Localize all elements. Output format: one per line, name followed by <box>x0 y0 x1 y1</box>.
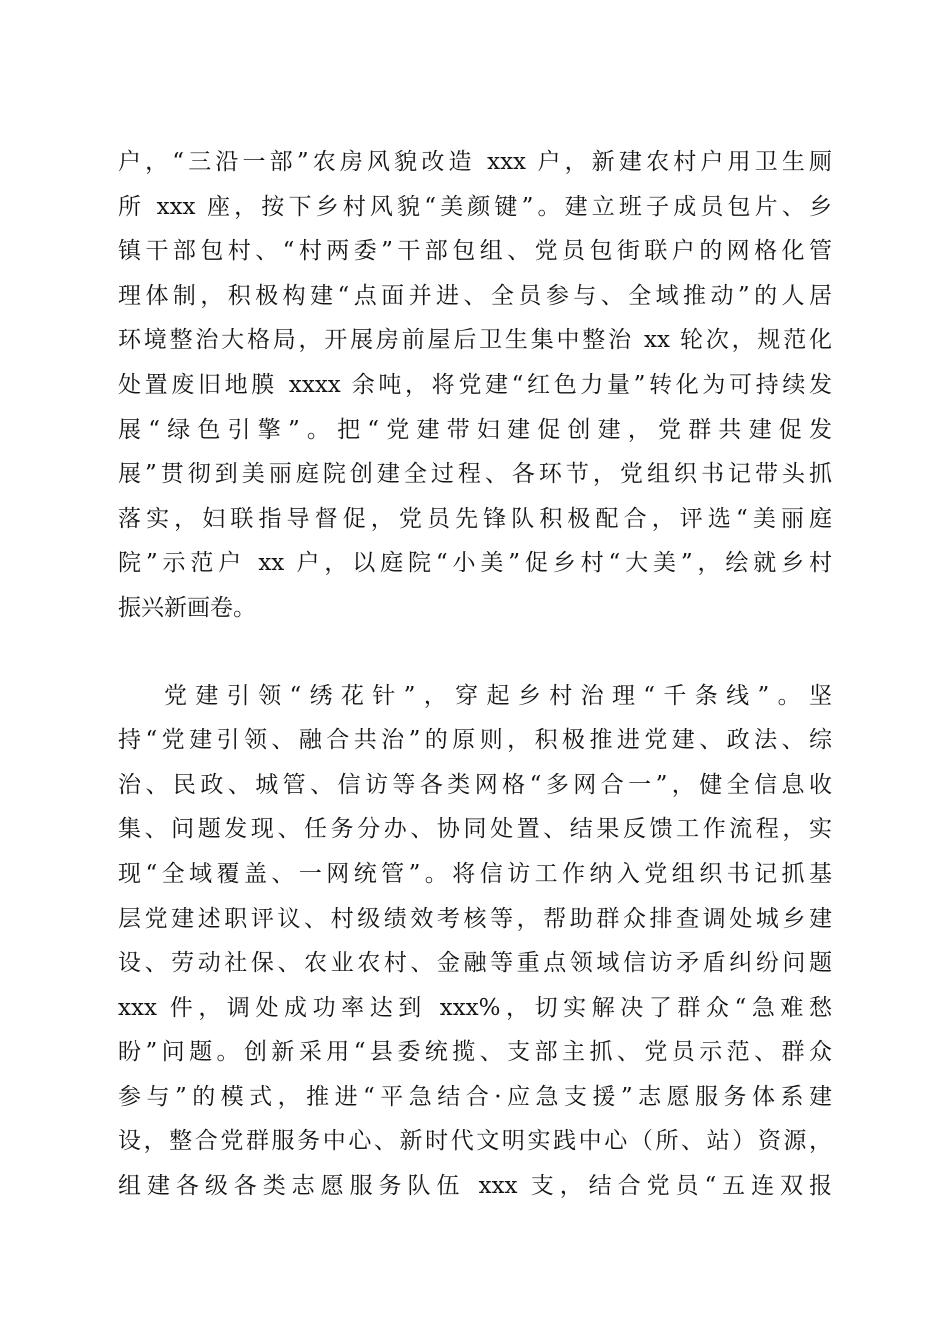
text-line: 理体制，积极构建“点面并进、全员参与、全域推动”的人居 <box>118 282 832 309</box>
text-line: 展“绿色引擎”。把“党建带妇建促创建，党群共建促发 <box>118 416 832 443</box>
text-line: 落实，妇联指导督促，党员先锋队积极配合，评选“美丽庭 <box>118 505 832 532</box>
text-line: 设、劳动社保、农业农村、金融等重点领域信访矛盾纠纷问题 <box>118 950 832 977</box>
text-line: 组建各级各类志愿服务队伍 xxx 支，结合党员“五连双报 <box>118 1173 832 1200</box>
paragraph-rural-governance <box>118 674 832 1209</box>
text-line: 党建引领“绣花针”，穿起乡村治理“千条线”。坚 <box>164 682 832 709</box>
document-body <box>118 140 832 1209</box>
text-line: 集、问题发现、任务分办、协同处置、结果反馈工作流程，实 <box>118 816 832 843</box>
text-line: 层党建述职评议、村级绩效考核等，帮助群众排查调处城乡建 <box>118 905 832 932</box>
text-line: 院”示范户 xx 户，以庭院“小美”促乡村“大美”，绘就乡村 <box>118 550 832 577</box>
text-line: 现“全域覆盖、一网统管”。将信访工作纳入党组织书记抓基 <box>118 860 832 887</box>
text-line: 治、民政、城管、信访等各类网格“多网合一”，健全信息收 <box>118 771 832 798</box>
text-line: 参与”的模式，推进“平急结合·应急支援”志愿服务体系建 <box>118 1083 832 1110</box>
paragraph-spacer <box>118 631 832 674</box>
text-line: 设，整合党群服务中心、新时代文明实践中心（所、站）资源， <box>118 1128 832 1155</box>
paragraph-rural-appearance <box>118 140 832 631</box>
text-line: 所 xxx 座，按下乡村风貌“美颜键”。建立班子成员包片、乡 <box>118 193 832 220</box>
text-line: 户，“三沿一部”农房风貌改造 xxx 户，新建农村户用卫生厕 <box>118 149 832 175</box>
text-line: 环境整治大格局，开展房前屋后卫生集中整治 xx 轮次，规范化 <box>118 327 832 354</box>
text-line: 持“党建引领、融合共治”的原则，积极推进党建、政法、综 <box>118 727 832 754</box>
text-line: 振兴新画卷。 <box>118 594 256 621</box>
text-line: 镇干部包村、“村两委”干部包组、党员包街联户的网格化管 <box>118 238 832 265</box>
text-line: 处置废旧地膜 xxxx 余吨，将党建“红色力量”转化为可持续发 <box>118 371 832 398</box>
text-line: 盼”问题。创新采用“县委统揽、支部主抓、党员示范、群众 <box>118 1039 832 1066</box>
text-line: xxx 件，调处成功率达到 xxx%，切实解决了群众“急难愁 <box>118 994 832 1021</box>
text-line: 展”贯彻到美丽庭院创建全过程、各环节，党组织书记带头抓 <box>118 461 832 488</box>
